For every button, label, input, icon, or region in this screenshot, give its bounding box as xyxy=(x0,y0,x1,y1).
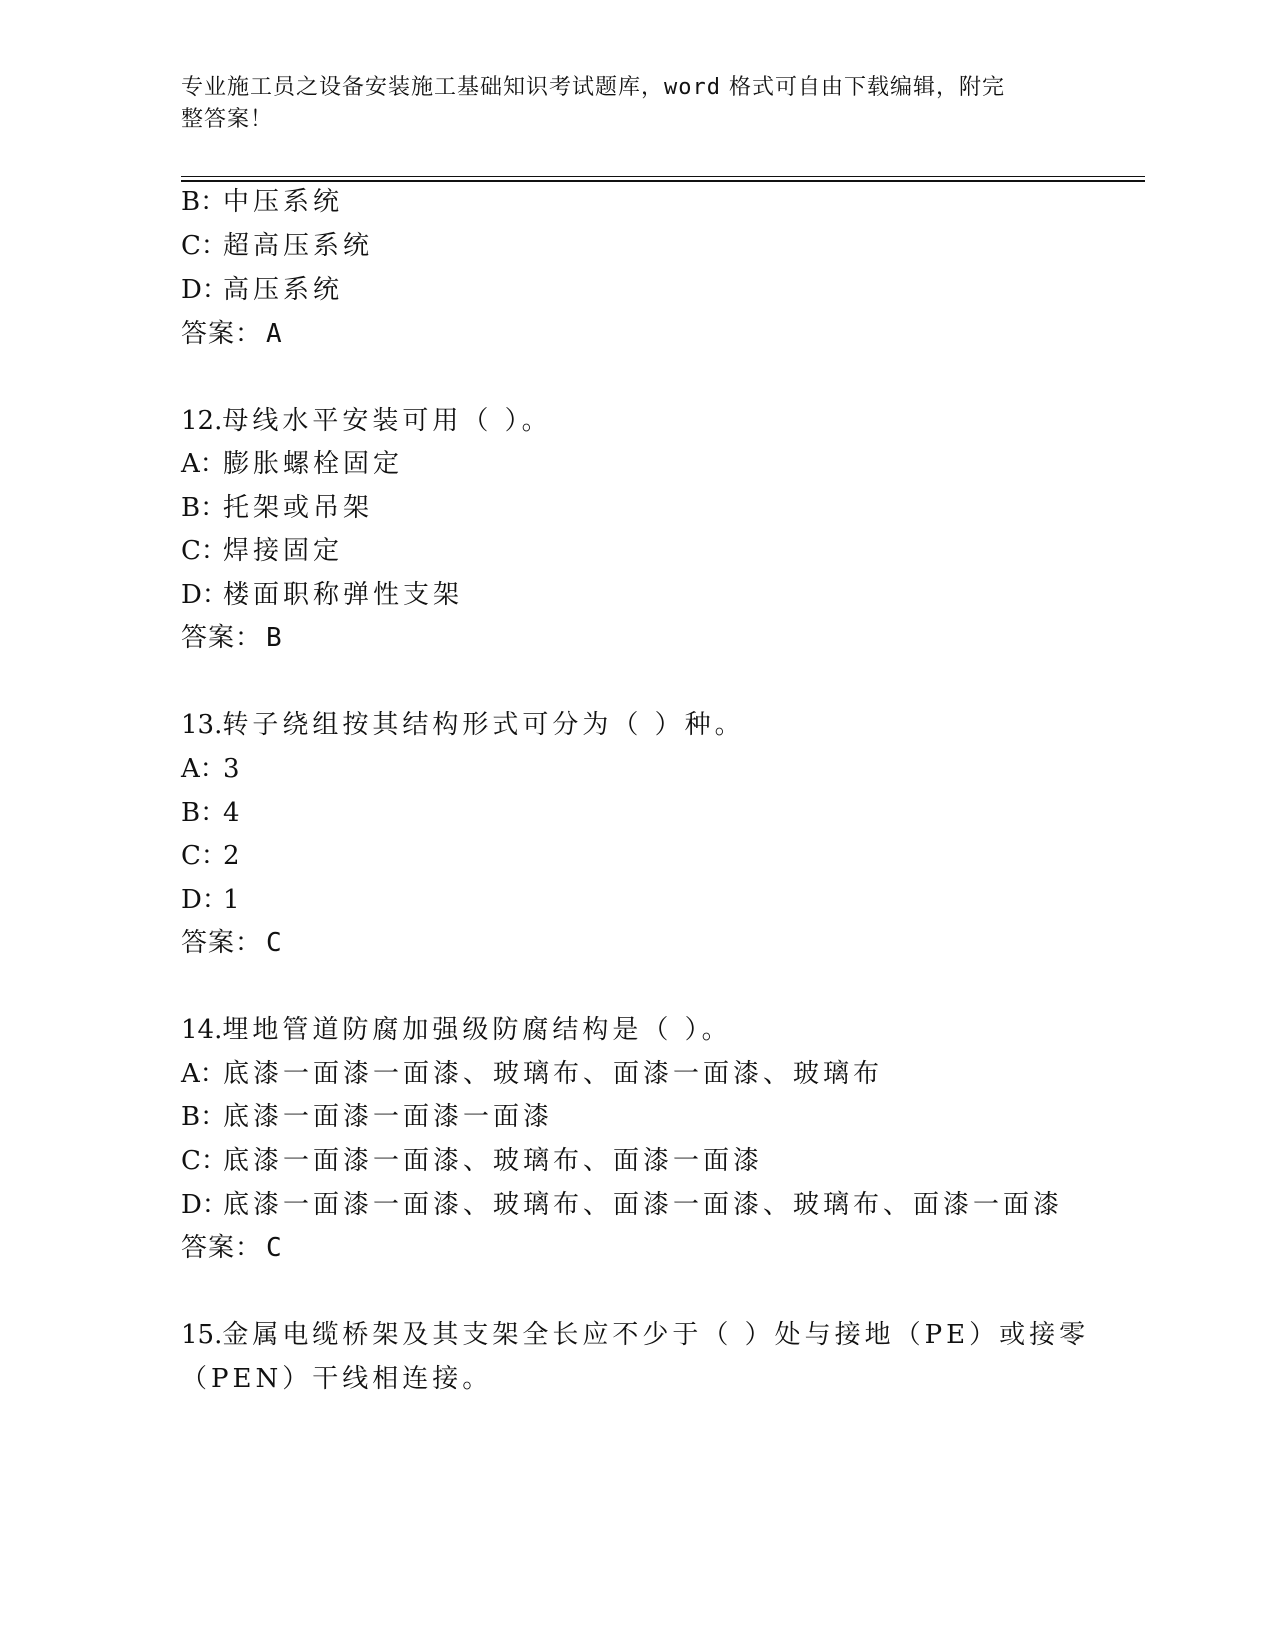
option-text: 底漆一面漆一面漆、玻璃布、面漆一面漆、玻璃布 xyxy=(223,1059,884,1089)
option-line xyxy=(181,1188,1063,1222)
option-text: 底漆一面漆一面漆、玻璃布、面漆一面漆 xyxy=(223,1146,764,1176)
option-text: 超高压系统 xyxy=(223,231,374,261)
option-key: C： xyxy=(181,841,227,871)
option-line xyxy=(181,491,373,525)
answer-label: 答案： xyxy=(181,623,263,653)
option-key: D： xyxy=(181,1190,228,1220)
option-key: B： xyxy=(181,493,227,523)
header-rule-thin xyxy=(181,176,1145,177)
question-number: 14. xyxy=(181,1015,223,1045)
option-key: A： xyxy=(181,449,226,479)
option-line xyxy=(181,1057,883,1091)
option-line xyxy=(181,839,244,873)
answer-value: C xyxy=(266,928,283,958)
header-text-post: 格式可自由下载编辑，附完 xyxy=(721,75,1005,100)
option-line xyxy=(181,883,244,917)
option-line xyxy=(181,447,403,481)
option-text: 底漆一面漆一面漆、玻璃布、面漆一面漆、玻璃布、面漆一面漆 xyxy=(223,1190,1064,1220)
option-key: C： xyxy=(181,536,227,566)
option-text: 焊接固定 xyxy=(223,536,344,566)
question-stem xyxy=(181,708,745,742)
option-line xyxy=(181,273,343,307)
option-line xyxy=(181,534,343,568)
answer-value: B xyxy=(266,623,283,653)
question-stem xyxy=(181,1318,1089,1352)
option-text: 中压系统 xyxy=(223,187,344,217)
header-rule-thick xyxy=(181,180,1145,182)
option-text: 托架或吊架 xyxy=(223,493,374,523)
option-key: B： xyxy=(181,187,227,217)
header-text-word: word xyxy=(664,75,721,100)
question-text: 埋地管道防腐加强级防腐结构是（ ）。 xyxy=(222,1015,732,1045)
answer-line xyxy=(181,926,283,960)
option-key: D： xyxy=(181,275,228,305)
option-key: C： xyxy=(181,1146,227,1176)
answer-line xyxy=(181,621,283,655)
question-text: 转子绕组按其结构形式可分为（ ）种。 xyxy=(222,710,745,740)
header-line-2: 整答案！ xyxy=(181,107,274,132)
document-header xyxy=(181,72,1061,136)
option-key: C： xyxy=(181,231,227,261)
option-line xyxy=(181,1144,763,1178)
answer-line xyxy=(181,317,283,351)
header-text-pre: 专业施工员之设备安装施工基础知识考试题库， xyxy=(181,75,665,100)
option-text: 高压系统 xyxy=(223,275,344,305)
question-text: 母线水平安装可用（ ）。 xyxy=(222,406,552,436)
header-line-1 xyxy=(181,72,1061,104)
question-number: 15. xyxy=(181,1320,223,1350)
question-stem xyxy=(181,1013,732,1047)
option-text: 1 xyxy=(223,885,244,915)
option-key: D： xyxy=(181,580,228,610)
question-stem-continued: （PEN）干线相连接。 xyxy=(181,1364,493,1394)
option-text: 膨胀螺栓固定 xyxy=(223,449,404,479)
answer-value: C xyxy=(266,1233,283,1263)
option-line xyxy=(181,229,373,263)
option-line xyxy=(181,578,463,612)
option-text: 2 xyxy=(223,841,244,871)
answer-label: 答案： xyxy=(181,1233,263,1263)
question-stem xyxy=(181,404,552,438)
option-key: B： xyxy=(181,798,227,828)
question-number: 13. xyxy=(181,710,223,740)
answer-label: 答案： xyxy=(181,928,263,958)
option-text: 底漆一面漆一面漆一面漆 xyxy=(223,1102,554,1132)
option-key: B： xyxy=(181,1102,227,1132)
answer-value: A xyxy=(266,319,283,349)
option-key: A： xyxy=(181,1059,226,1089)
option-key: D： xyxy=(181,885,228,915)
question-number: 12. xyxy=(181,406,223,436)
question-text: 金属电缆桥架及其支架全长应不少于（ ）处与接地（PE）或接零 xyxy=(222,1320,1090,1350)
answer-label: 答案： xyxy=(181,319,263,349)
answer-line xyxy=(181,1231,283,1265)
option-line xyxy=(181,752,244,786)
option-line xyxy=(181,796,244,830)
option-text: 4 xyxy=(223,798,244,828)
option-text: 3 xyxy=(223,754,244,784)
option-line xyxy=(181,185,343,219)
option-line xyxy=(181,1100,553,1134)
option-key: A： xyxy=(181,754,226,784)
option-text: 楼面职称弹性支架 xyxy=(223,580,464,610)
